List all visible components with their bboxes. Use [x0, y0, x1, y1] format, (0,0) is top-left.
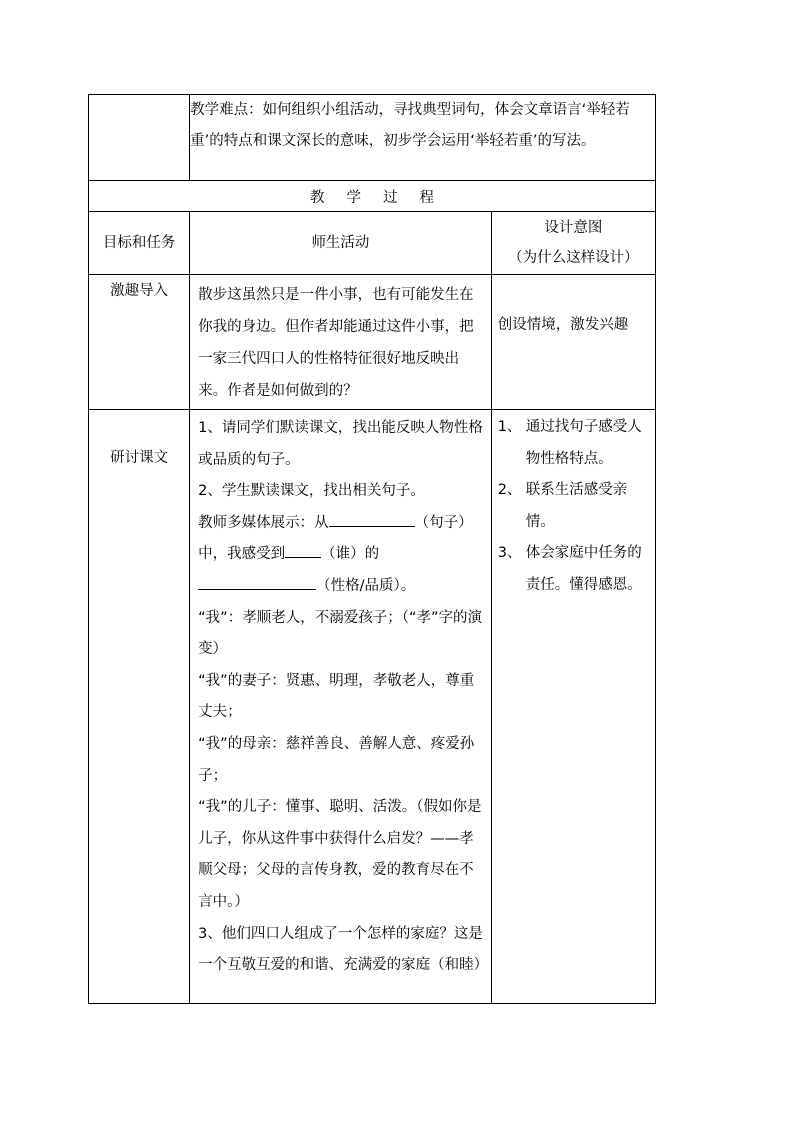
display-line-3: （性格/品质）。 — [198, 571, 487, 603]
study-activity — [190, 410, 492, 1004]
intro-activity: 散步这虽然只是一件小事，也有可能发生在你我的身边。但作者却能通过这件小事，把一家三代四口人的性格特征很好地反映出来。作者是如何做到的？ — [190, 275, 492, 410]
trait-blank — [198, 571, 316, 590]
intent-item: 1、 通过找句子感受人物性格特点。 — [497, 419, 642, 467]
step-2: 2、学生默读课文，找出相关句子。 — [198, 483, 425, 500]
header-row — [89, 212, 656, 275]
difficulty-row — [89, 95, 656, 181]
trait-mother: “我”的母亲：慈祥善良、善解人意、疼爱孙子； — [198, 735, 475, 784]
study-label: 研讨课文 — [89, 410, 190, 1004]
process-heading-row — [89, 181, 656, 212]
process-title: 教学过程 — [89, 181, 656, 212]
intent-item: 2、 联系生活感受亲情。 — [497, 482, 628, 530]
display-line-2: 中，我感受到 （谁）的 — [198, 539, 487, 571]
intent-list — [498, 412, 651, 602]
step-1: 1、请同学们默读课文，找出能反映人物性格或品质的句子。 — [198, 420, 483, 468]
teaching-difficulty: 教学难点：如何组织小组活动，寻找典型词句，体会文章语言‘举轻若重’的特点和课文深长的意味，初步学会运用‘举轻若重’的写法。 — [190, 95, 656, 181]
lesson-plan-table — [88, 94, 656, 1004]
who-blank — [285, 539, 321, 558]
header-activity: 师生活动 — [190, 212, 492, 275]
header-intent — [491, 212, 655, 275]
step-3: 3、他们四口人组成了一个怎样的家庭？这是一个互敬互爱的和谐、充满爱的家庭（和睦） — [198, 925, 489, 974]
intro-row — [89, 275, 656, 410]
header-goal: 目标和任务 — [89, 212, 190, 275]
intro-label: 激趣导入 — [89, 275, 190, 410]
trait-me: “我”：孝顺老人，不溺爱孩子；（“孝”字的演变） — [198, 609, 482, 658]
header-intent-line1: 设计意图 — [544, 220, 603, 236]
study-row — [89, 410, 656, 1004]
intro-intent: 创设情境，激发兴趣 — [491, 275, 655, 410]
intent-item: 3、 体会家庭中任务的责任。懂得感恩。 — [497, 545, 642, 593]
display-line-1: 教师多媒体展示：从 （句子） — [198, 508, 487, 540]
empty-cell — [89, 95, 190, 181]
trait-wife: “我”的妻子：贤惠、明理，孝敬老人，尊重丈夫； — [198, 672, 475, 721]
study-intent — [491, 410, 655, 1004]
header-intent-line2: （为什么这样设计） — [508, 250, 639, 266]
sentence-blank — [329, 508, 415, 527]
trait-son: “我”的儿子：懂事、聪明、活泼。（假如你是儿子，你从这件事中获得什么启发？——孝顺父母；父母的言传身教，爱的教育尽在不言中。） — [198, 799, 482, 910]
